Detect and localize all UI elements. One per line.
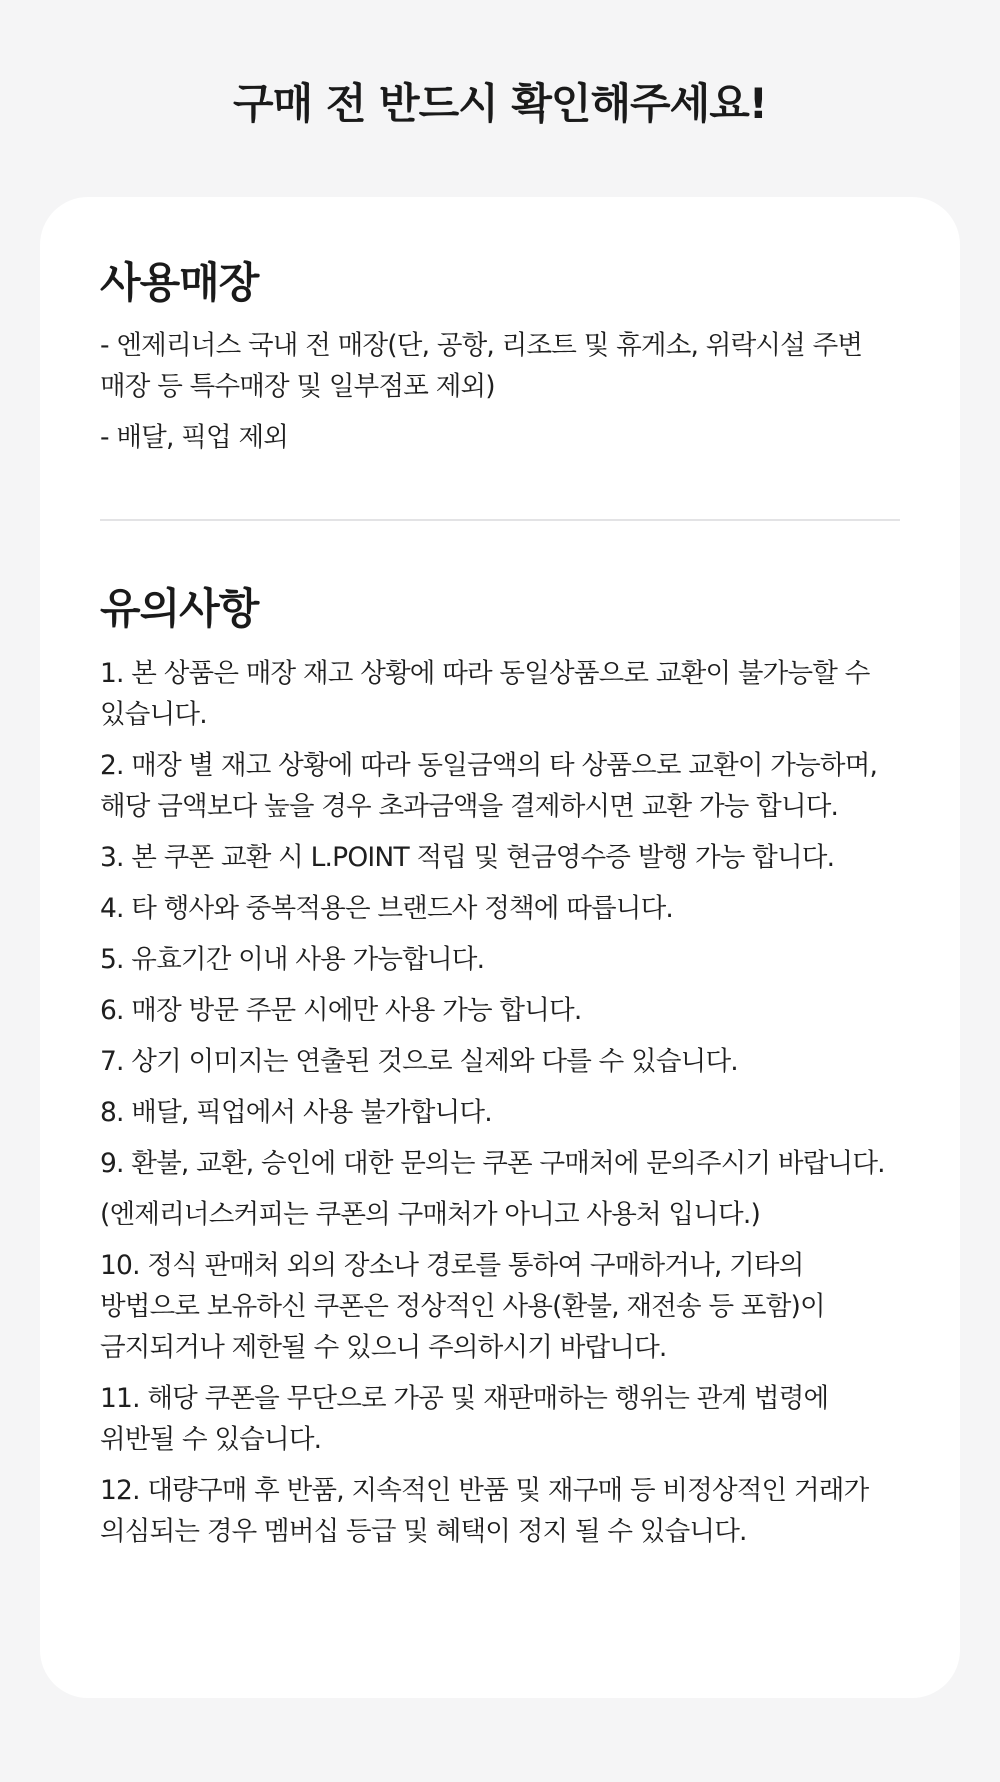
store-section	[100, 255, 900, 458]
notice-item: 2. 매장 별 재고 상황에 따라 동일금액의 타 상품으로 교환이 가능하며, 해당 금액보다 높을 경우 초과금액을 결제하시면 교환 가능 합니다.	[100, 750, 878, 822]
notice-card	[40, 197, 960, 1698]
notice-item: 6. 매장 방문 주문 시에만 사용 가능 합니다.	[100, 995, 582, 1026]
notice-item: 8. 배달, 픽업에서 사용 불가합니다.	[100, 1097, 492, 1128]
notice-section	[100, 581, 900, 1552]
notice-item: 11. 해당 쿠폰을 무단으로 가공 및 재판매하는 행위는 관계 법령에 위반될 수 있습니다.	[100, 1383, 829, 1455]
notice-item: 4. 타 행사와 중복적용은 브랜드사 정책에 따릅니다.	[100, 893, 674, 924]
notice-item: 7. 상기 이미지는 연출된 것으로 실제와 다를 수 있습니다.	[100, 1046, 738, 1077]
store-line: - 엔제리너스 국내 전 매장(단, 공항, 리조트 및 휴게소, 위락시설 주변 매장 등 특수매장 및 일부점포 제외)	[100, 330, 863, 402]
notice-item: (엔제리너스커피는 쿠폰의 구매처가 아니고 사용처 입니다.)	[100, 1199, 760, 1230]
notice-item: 5. 유효기간 이내 사용 가능합니다.	[100, 944, 485, 975]
notice-item: 10. 정식 판매처 외의 장소나 경로를 통하여 구매하거나, 기타의 방법으로 보유하신 쿠폰은 정상적인 사용(환불, 재전송 등 포함)이 금지되거나 제한될 수 있으니 주의하시기 바랍니다.	[100, 1250, 825, 1363]
page-title: 구매 전 반드시 확인해주세요!	[233, 79, 767, 128]
store-line: - 배달, 픽업 제외	[100, 422, 289, 453]
notice-item: 1. 본 상품은 매장 재고 상황에 따라 동일상품으로 교환이 불가능할 수 있습니다.	[100, 658, 870, 730]
section-divider	[100, 519, 900, 521]
notice-item: 12. 대량구매 후 반품, 지속적인 반품 및 재구매 등 비정상적인 거래가 의심되는 경우 멤버십 등급 및 혜택이 정지 될 수 있습니다.	[100, 1475, 869, 1547]
notice-item: 9. 환불, 교환, 승인에 대한 문의는 쿠폰 구매처에 문의주시기 바랍니다.	[100, 1148, 885, 1179]
notice-section-heading: 유의사항	[100, 584, 259, 633]
notice-item: 3. 본 쿠폰 교환 시 L.POINT 적립 및 현금영수증 발행 가능 합니다.	[100, 842, 835, 873]
store-section-heading: 사용매장	[100, 258, 259, 307]
